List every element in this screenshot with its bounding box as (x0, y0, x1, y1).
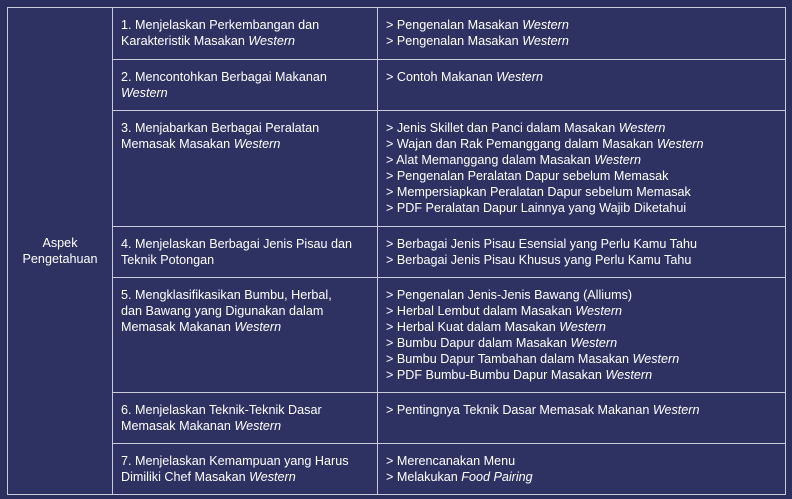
goal-text: Teknik Potongan (121, 253, 215, 267)
topic-item: > Mempersiapkan Peralatan Dapur sebelum Memasak (386, 185, 691, 199)
topic-item: > Herbal Kuat dalam Masakan Western (386, 320, 606, 334)
topics-cell-3 (378, 111, 786, 227)
goal-cell-5 (113, 278, 378, 393)
topic-item: > PDF Bumbu-Bumbu Dapur Masakan Western (386, 368, 653, 382)
topic-item: > Contoh Makanan Western (386, 70, 543, 84)
topic-item: > Melakukan Food Pairing (386, 470, 533, 484)
goal-text: Memasak Makanan Western (121, 320, 282, 334)
goal-cell-6 (113, 393, 378, 444)
topics-cell-1 (378, 8, 786, 60)
table-row (8, 60, 786, 111)
table-row (8, 111, 786, 227)
goal-text: 3. Menjabarkan Berbagai Peralatan (121, 121, 320, 135)
topic-item: > Bumbu Dapur dalam Masakan Western (386, 336, 618, 350)
goal-text: 5. Mengklasifikasikan Bumbu, Herbal, (121, 288, 332, 302)
topic-item: > Berbagai Jenis Pisau Khusus yang Perlu Kamu Tahu (386, 253, 692, 267)
goal-cell-2 (113, 60, 378, 111)
goal-text: dan Bawang yang Digunakan dalam (121, 304, 324, 318)
table-row (8, 444, 786, 495)
topics-cell-6 (378, 393, 786, 444)
topic-item: > Pengenalan Jenis-Jenis Bawang (Alliums) (386, 288, 633, 302)
topic-item: > Pentingnya Teknik Dasar Memasak Makanan Western (386, 403, 700, 417)
topic-item: > Pengenalan Peralatan Dapur sebelum Memasak (386, 169, 669, 183)
topics-cell-7 (378, 444, 786, 495)
aspect-cell (8, 8, 113, 495)
goal-text: Memasak Makanan Western (121, 419, 282, 433)
topic-item: > Berbagai Jenis Pisau Esensial yang Perlu Kamu Tahu (386, 237, 697, 251)
goal-cell-4 (113, 227, 378, 278)
aspect-label-line1: Aspek (42, 236, 78, 250)
goal-text: 6. Menjelaskan Teknik-Teknik Dasar (121, 403, 322, 417)
topics-cell-5 (378, 278, 786, 393)
topic-item: > PDF Peralatan Dapur Lainnya yang Wajib Diketahui (386, 201, 687, 215)
goal-text: Memasak Masakan Western (121, 137, 281, 151)
topic-item: > Merencanakan Menu (386, 454, 516, 468)
table-row (8, 8, 786, 60)
goal-cell-3 (113, 111, 378, 227)
goal-text: Karakteristik Masakan Western (121, 34, 296, 48)
aspect-label-line2: Pengetahuan (22, 252, 98, 266)
goal-text: 1. Menjelaskan Perkembangan dan (121, 18, 320, 32)
goal-cell-7 (113, 444, 378, 495)
goal-text: 2. Mencontohkan Berbagai Makanan (121, 70, 327, 84)
topic-item: > Alat Memanggang dalam Masakan Western (386, 153, 641, 167)
topic-item: > Herbal Lembut dalam Masakan Western (386, 304, 623, 318)
goal-text: 4. Menjelaskan Berbagai Jenis Pisau dan (121, 237, 353, 251)
topic-item: > Wajan dan Rak Pemanggang dalam Masakan Western (386, 137, 704, 151)
goal-cell-1 (113, 8, 378, 60)
goal-text: 7. Menjelaskan Kemampuan yang Harus (121, 454, 349, 468)
goal-text: Western (121, 86, 168, 100)
topics-cell-2 (378, 60, 786, 111)
topic-item: > Bumbu Dapur Tambahan dalam Masakan Western (386, 352, 680, 366)
topic-item: > Jenis Skillet dan Panci dalam Masakan Western (386, 121, 666, 135)
table-row (8, 227, 786, 278)
curriculum-table (7, 7, 786, 495)
topic-item: > Pengenalan Masakan Western (386, 18, 569, 32)
curriculum-table-wrapper (7, 7, 785, 494)
table-row (8, 393, 786, 444)
table-row (8, 278, 786, 393)
topics-cell-4 (378, 227, 786, 278)
topic-item: > Pengenalan Masakan Western (386, 34, 569, 48)
goal-text: Dimiliki Chef Masakan Western (121, 470, 296, 484)
